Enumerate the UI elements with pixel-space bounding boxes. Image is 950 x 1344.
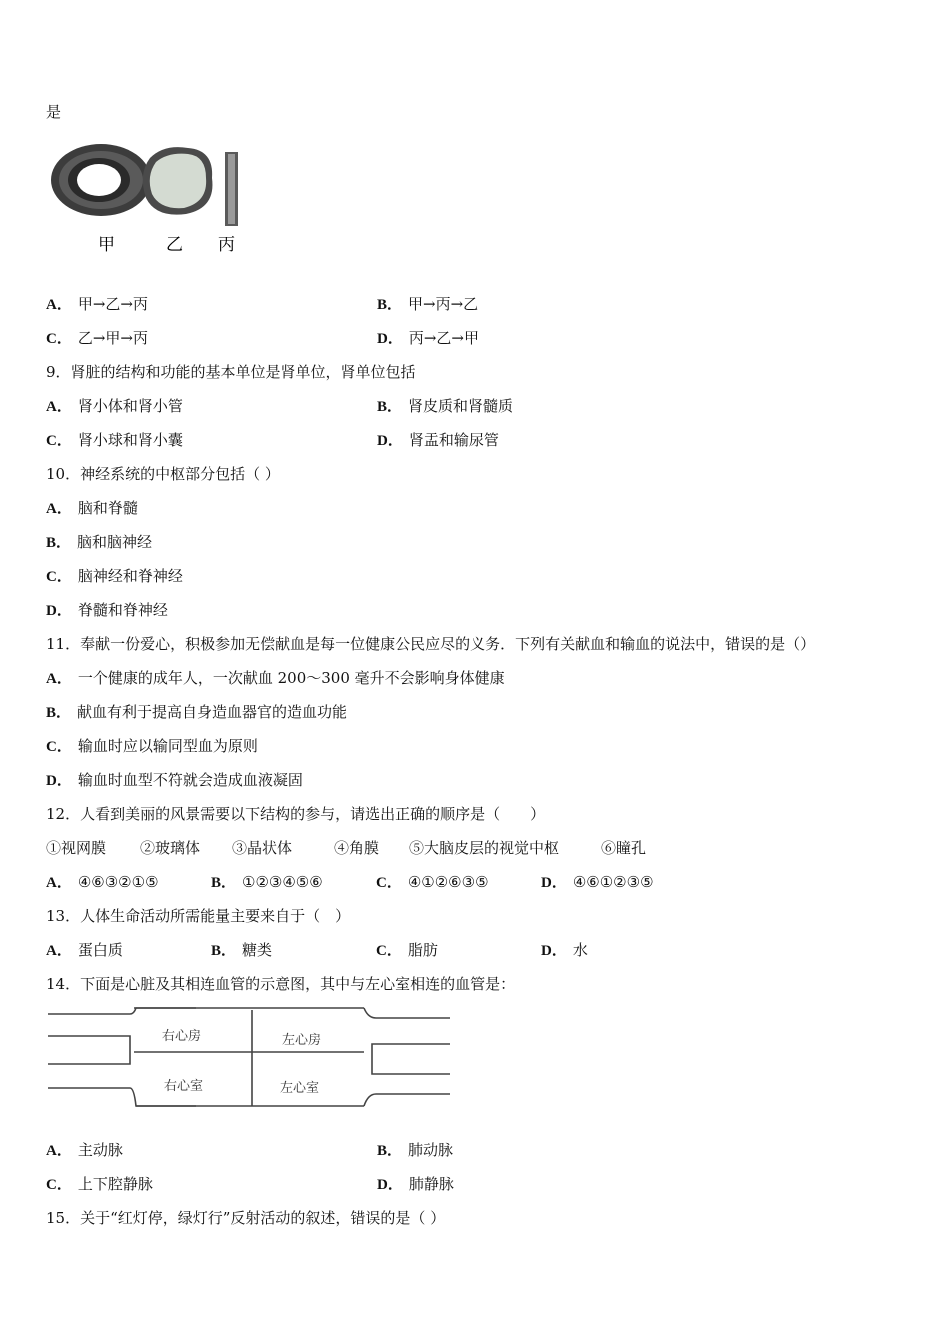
q12-item-4: ④角膜 bbox=[334, 839, 380, 857]
figure-label-yi: 乙 bbox=[166, 235, 183, 255]
q12-item-1: ①视网膜 bbox=[46, 839, 107, 857]
q11-stem: 11．奉献一份爱心，积极参加无偿献血是每一位健康公民应尽的义务．下列有关献血和输血的说法中，错误的是（） bbox=[46, 635, 816, 653]
q13-option-b[interactable]: B． 糖类 bbox=[211, 941, 273, 959]
q12-option-a[interactable]: A． ④⑥③②①⑤ bbox=[46, 873, 159, 891]
label-right-ventricle: 右心室 bbox=[164, 1079, 204, 1094]
q8-option-c[interactable]: C． 乙→甲→丙 bbox=[46, 329, 148, 347]
q14-stem: 14．下面是心脏及其相连血管的示意图，其中与左心室相连的血管是： bbox=[46, 975, 516, 993]
q13-option-d[interactable]: D． 水 bbox=[541, 941, 588, 959]
q8-option-a[interactable]: A． 甲→乙→丙 bbox=[46, 295, 148, 313]
vein-cross-section bbox=[143, 147, 213, 215]
q14-option-d[interactable]: D． 肺静脉 bbox=[377, 1175, 454, 1193]
q12-item-3: ③晶状体 bbox=[232, 839, 293, 857]
q9-option-d[interactable]: D． 肾盂和输尿管 bbox=[377, 431, 499, 449]
artery-cross-section bbox=[51, 144, 151, 216]
q8-stem-tail: 是 bbox=[46, 103, 62, 121]
figure-label-jia: 甲 bbox=[98, 235, 115, 255]
q11-option-a[interactable]: A． 一个健康的成年人，一次献血 200～300 毫升不会影响身体健康 bbox=[46, 669, 505, 687]
q12-option-b[interactable]: B． ①②③④⑤⑥ bbox=[211, 873, 323, 891]
q14-heart-diagram bbox=[46, 1002, 452, 1118]
q13-stem: 13．人体生命活动所需能量主要来自于（ ） bbox=[46, 907, 351, 925]
q8-vessel-figure bbox=[46, 138, 256, 266]
label-left-atrium: 左心房 bbox=[282, 1033, 322, 1048]
q13-option-a[interactable]: A． 蛋白质 bbox=[46, 941, 123, 959]
q10-stem: 10．神经系统的中枢部分包括（ ） bbox=[46, 465, 280, 483]
q10-option-c[interactable]: C． 脑神经和脊神经 bbox=[46, 567, 183, 585]
q13-option-c[interactable]: C． 脂肪 bbox=[376, 941, 438, 959]
q11-option-c[interactable]: C． 输血时应以输同型血为原则 bbox=[46, 737, 258, 755]
q15-stem: 15．关于“红灯停，绿灯行”反射活动的叙述，错误的是（ ） bbox=[46, 1209, 446, 1227]
q12-item-6: ⑥瞳孔 bbox=[601, 839, 647, 857]
heart-outline bbox=[48, 1008, 450, 1106]
q12-option-c[interactable]: C． ④①②⑥③⑤ bbox=[376, 873, 489, 891]
q12-item-5: ⑤大脑皮层的视觉中枢 bbox=[409, 839, 560, 857]
q9-option-a[interactable]: A． 肾小体和肾小管 bbox=[46, 397, 183, 415]
q14-option-c[interactable]: C． 上下腔静脉 bbox=[46, 1175, 153, 1193]
q9-stem: 9．肾脏的结构和功能的基本单位是肾单位，肾单位包括 bbox=[46, 363, 416, 381]
q12-stem: 12．人看到美丽的风景需要以下结构的参与，请选出正确的顺序是（ ） bbox=[46, 805, 546, 823]
q8-option-d[interactable]: D． 丙→乙→甲 bbox=[377, 329, 479, 347]
q14-option-a[interactable]: A． 主动脉 bbox=[46, 1141, 123, 1159]
q12-item-2: ②玻璃体 bbox=[140, 839, 201, 857]
q11-option-b[interactable]: B． 献血有利于提高自身造血器官的造血功能 bbox=[46, 703, 348, 721]
label-right-atrium: 右心房 bbox=[162, 1029, 202, 1044]
q10-option-b[interactable]: B． 脑和脑神经 bbox=[46, 533, 153, 551]
q14-option-b[interactable]: B． 肺动脉 bbox=[377, 1141, 454, 1159]
label-left-ventricle: 左心室 bbox=[280, 1081, 320, 1096]
figure-label-bing: 丙 bbox=[218, 235, 235, 255]
q9-option-b[interactable]: B． 肾皮质和肾髓质 bbox=[377, 397, 514, 415]
capillary-figure bbox=[225, 152, 238, 226]
q8-option-b[interactable]: B． 甲→丙→乙 bbox=[377, 295, 479, 313]
q10-option-d[interactable]: D． 脊髓和脊神经 bbox=[46, 601, 168, 619]
q12-option-d[interactable]: D． ④⑥①②③⑤ bbox=[541, 873, 654, 891]
q10-option-a[interactable]: A． 脑和脊髓 bbox=[46, 499, 138, 517]
q9-option-c[interactable]: C． 肾小球和肾小囊 bbox=[46, 431, 183, 449]
q11-option-d[interactable]: D． 输血时血型不符就会造成血液凝固 bbox=[46, 771, 303, 789]
